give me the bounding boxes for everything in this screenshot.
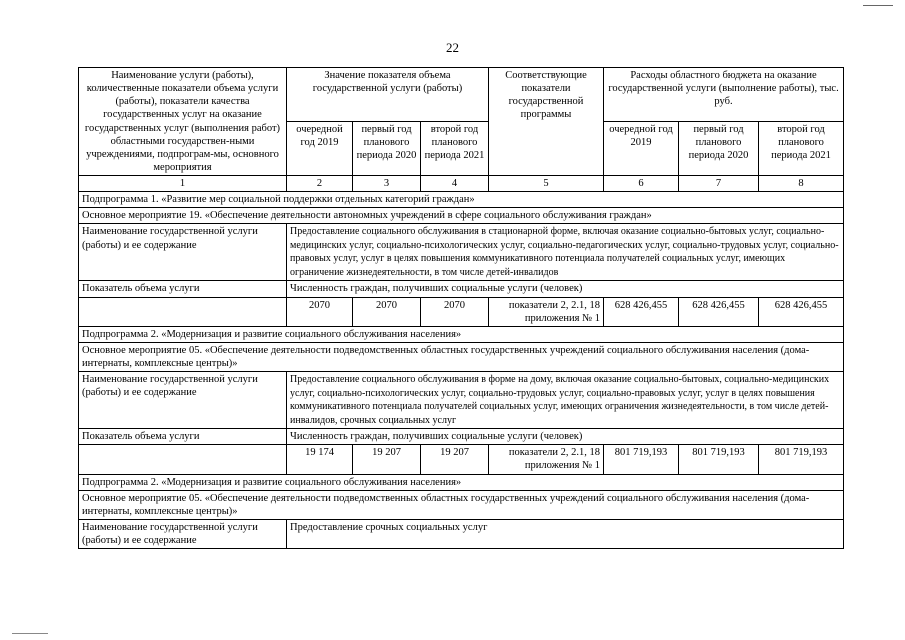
indicator-text: Численность граждан, получивших социальные услуги (человек): [287, 281, 844, 297]
measure-row: [79, 208, 844, 224]
values-row: [79, 297, 844, 326]
column-number: 5: [489, 176, 604, 192]
header-value-first: первый год планового периода 2020: [353, 122, 421, 176]
service-label: Наименование государственной услуги (работы) и ее содержание: [79, 519, 287, 548]
header-expense-current: очередной год 2019: [604, 122, 679, 176]
subprogram-title: Подпрограмма 2. «Модернизация и развитие социального обслуживания населения»: [79, 474, 844, 490]
value-current: 19 174: [287, 445, 353, 474]
value-first: 2070: [353, 297, 421, 326]
column-number: 6: [604, 176, 679, 192]
indicator-label: Показатель объема услуги: [79, 281, 287, 297]
header-name: Наименование услуги (работы), количественные показатели объема услуги (работы), показатели качества государственных услуг на оказание государственных услуг (выполнения работ) областными государствен-ными учреждениями, подпрограм-мы, основного мероприятия: [79, 68, 287, 176]
bottom-rule: [12, 633, 48, 634]
top-rule: [863, 5, 893, 6]
service-row: [79, 224, 844, 281]
column-number: 8: [759, 176, 844, 192]
measure-title: Основное мероприятие 05. «Обеспечение деятельности подведомственных областных государственных учреждений социального обслуживания населения (дома-интернаты, комплексные центры)»: [79, 342, 844, 371]
indicator-row: [79, 281, 844, 297]
service-label: Наименование государственной услуги (работы) и ее содержание: [79, 224, 287, 281]
measure-row: [79, 490, 844, 519]
value-first: 19 207: [353, 445, 421, 474]
value-current: 2070: [287, 297, 353, 326]
expense-second: 801 719,193: [759, 445, 844, 474]
program-ref: показатели 2, 2.1, 18 приложения № 1: [489, 297, 604, 326]
budget-table: [78, 67, 844, 549]
service-row: [79, 372, 844, 429]
header-expense-first: первый год планового периода 2020: [679, 122, 759, 176]
service-label: Наименование государственной услуги (работы) и ее содержание: [79, 372, 287, 429]
column-number: 7: [679, 176, 759, 192]
header-value-second: второй год планового периода 2021: [421, 122, 489, 176]
column-number-row: [79, 176, 844, 192]
indicator-label: Показатель объема услуги: [79, 429, 287, 445]
measure-title: Основное мероприятие 19. «Обеспечение деятельности автономных учреждений в сфере социального обслуживания граждан»: [79, 208, 844, 224]
indicator-row: [79, 429, 844, 445]
expense-current: 801 719,193: [604, 445, 679, 474]
header-programs: Соответствующие показатели государственной программы: [489, 68, 604, 176]
column-number: 3: [353, 176, 421, 192]
measure-title: Основное мероприятие 05. «Обеспечение деятельности подведомственных областных государственных учреждений социального обслуживания населения (дома-интернаты, комплексные центры)»: [79, 490, 844, 519]
values-row: [79, 445, 844, 474]
expense-first: 628 426,455: [679, 297, 759, 326]
header-expense-second: второй год планового периода 2021: [759, 122, 844, 176]
values-empty-cell: [79, 445, 287, 474]
column-number: 4: [421, 176, 489, 192]
indicator-text: Численность граждан, получивших социальные услуги (человек): [287, 429, 844, 445]
value-second: 2070: [421, 297, 489, 326]
subprogram-row: [79, 192, 844, 208]
header-expenses-group: Расходы областного бюджета на оказание государственной услуги (выполнение работы), тыс. руб.: [604, 68, 844, 122]
column-number: 1: [79, 176, 287, 192]
header-value-current: очередной год 2019: [287, 122, 353, 176]
service-text: Предоставление социального обслуживания в форме на дому, включая оказание социально-бытовых, социально-медицинских услуг, социально-психологических услуг, социально-трудовых услуг, социально-правовых услуг, услуг в целях повышения коммуникативного потенциала получателей социальных услуг, имеющих ограничения жизнедеятельности, в том числе детей-инвалидов, срочных социальных услуг: [287, 372, 844, 429]
expense-current: 628 426,455: [604, 297, 679, 326]
expense-first: 801 719,193: [679, 445, 759, 474]
measure-row: [79, 342, 844, 371]
column-number: 2: [287, 176, 353, 192]
value-second: 19 207: [421, 445, 489, 474]
page-number: 22: [446, 40, 459, 55]
header-value-group: Значение показателя объема государственной услуги (работы): [287, 68, 489, 122]
service-row: [79, 519, 844, 548]
expense-second: 628 426,455: [759, 297, 844, 326]
header-row-top: [79, 68, 844, 122]
service-text: Предоставление социального обслуживания в стационарной форме, включая оказание социально-бытовых услуг, социально-медицинских услуг, социально-психологических услуг, социально-педагогических услуг, социально-трудовых услуг, социально-правовых услуг, услуг в целях повышения коммуникативного потенциала получателей социальных услуг, имеющих ограничение жизнедеятельности, в том числе детей-инвалидов: [287, 224, 844, 281]
subprogram-row: [79, 474, 844, 490]
service-text: Предоставление срочных социальных услуг: [287, 519, 844, 548]
subprogram-title: Подпрограмма 1. «Развитие мер социальной поддержки отдельных категорий граждан»: [79, 192, 844, 208]
values-empty-cell: [79, 297, 287, 326]
program-ref: показатели 2, 2.1, 18 приложения № 1: [489, 445, 604, 474]
subprogram-title: Подпрограмма 2. «Модернизация и развитие социального обслуживания населения»: [79, 326, 844, 342]
subprogram-row: [79, 326, 844, 342]
